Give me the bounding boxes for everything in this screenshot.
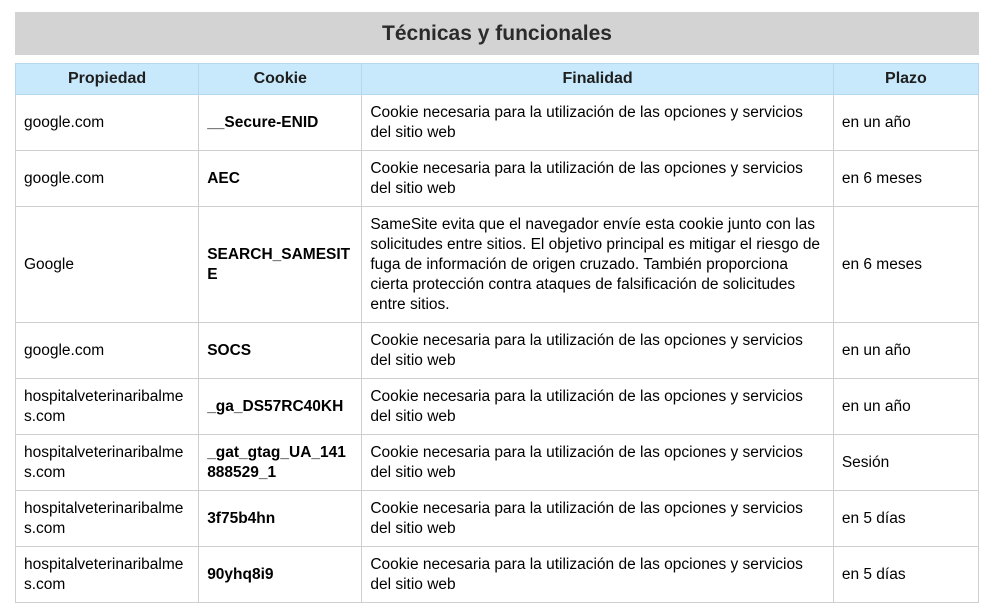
table-row: [16, 151, 979, 207]
cell-plazo: en 5 días: [833, 491, 978, 547]
cell-cookie: 90yhq8i9: [199, 547, 362, 603]
cell-plazo: en un año: [833, 323, 978, 379]
cell-plazo: en un año: [833, 95, 978, 151]
section-title: Técnicas y funcionales: [15, 12, 979, 55]
cell-finalidad: Cookie necesaria para la utilización de las opciones y servicios del sitio web: [362, 491, 833, 547]
header-plazo: Plazo: [833, 64, 978, 95]
cell-propiedad: google.com: [16, 151, 199, 207]
cookie-policy-section: [15, 12, 979, 603]
cell-cookie: _ga_DS57RC40KH: [199, 379, 362, 435]
cell-cookie: SOCS: [199, 323, 362, 379]
table-row: [16, 323, 979, 379]
table-header-row: [16, 64, 979, 95]
cell-cookie: SEARCH_SAMESITE: [199, 207, 362, 323]
cell-plazo: en 5 días: [833, 547, 978, 603]
cookies-table: [15, 63, 979, 603]
table-row: [16, 207, 979, 323]
cell-finalidad: Cookie necesaria para la utilización de las opciones y servicios del sitio web: [362, 151, 833, 207]
cell-cookie: _gat_gtag_UA_141888529_1: [199, 435, 362, 491]
cell-finalidad: Cookie necesaria para la utilización de las opciones y servicios del sitio web: [362, 323, 833, 379]
cell-propiedad: hospitalveterinaribalmes.com: [16, 547, 199, 603]
cell-finalidad: Cookie necesaria para la utilización de las opciones y servicios del sitio web: [362, 435, 833, 491]
table-row: [16, 435, 979, 491]
table-row: [16, 379, 979, 435]
header-finalidad: Finalidad: [362, 64, 833, 95]
cell-propiedad: hospitalveterinaribalmes.com: [16, 491, 199, 547]
cell-plazo: Sesión: [833, 435, 978, 491]
cell-propiedad: google.com: [16, 95, 199, 151]
header-cookie: Cookie: [199, 64, 362, 95]
cell-cookie: 3f75b4hn: [199, 491, 362, 547]
header-propiedad: Propiedad: [16, 64, 199, 95]
cell-plazo: en 6 meses: [833, 207, 978, 323]
table-row: [16, 491, 979, 547]
cell-finalidad: SameSite evita que el navegador envíe esta cookie junto con las solicitudes entre sitios. El objetivo principal es mitigar el riesgo de fuga de información de origen cruzado. También proporciona cierta protección contra ataques de falsificación de solicitudes entre sitios.: [362, 207, 833, 323]
cell-finalidad: Cookie necesaria para la utilización de las opciones y servicios del sitio web: [362, 547, 833, 603]
table-row: [16, 547, 979, 603]
cell-propiedad: google.com: [16, 323, 199, 379]
cell-plazo: en un año: [833, 379, 978, 435]
cell-cookie: AEC: [199, 151, 362, 207]
cell-finalidad: Cookie necesaria para la utilización de las opciones y servicios del sitio web: [362, 379, 833, 435]
cell-plazo: en 6 meses: [833, 151, 978, 207]
cell-finalidad: Cookie necesaria para la utilización de las opciones y servicios del sitio web: [362, 95, 833, 151]
cell-cookie: __Secure-ENID: [199, 95, 362, 151]
cell-propiedad: hospitalveterinaribalmes.com: [16, 379, 199, 435]
cell-propiedad: Google: [16, 207, 199, 323]
table-row: [16, 95, 979, 151]
cell-propiedad: hospitalveterinaribalmes.com: [16, 435, 199, 491]
